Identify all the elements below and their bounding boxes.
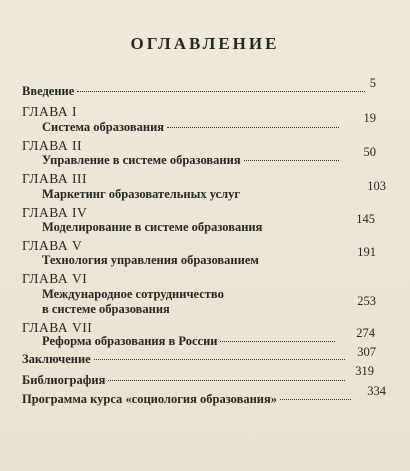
toc-entry-label: в системе образования <box>42 302 170 316</box>
toc-page-number: 191 <box>357 245 376 259</box>
toc-entry-label: Технология управления образованием <box>42 253 259 267</box>
dot-leader <box>280 398 351 400</box>
toc-page-number: 103 <box>367 179 386 193</box>
toc-page-number: 19 <box>363 111 376 125</box>
toc-chapter-heading: ГЛАВА VI <box>22 271 88 286</box>
dot-leader <box>108 379 345 381</box>
toc-entry-label: Программа курса «социология образования» <box>22 392 277 406</box>
toc-entry-bibliography[interactable] <box>22 373 348 388</box>
toc-entry-label: Система образования <box>42 120 165 134</box>
toc-page-number: 145 <box>356 212 375 226</box>
toc-entry-chapter-7[interactable] <box>42 334 338 349</box>
toc-entry-chapter-4[interactable] <box>42 220 342 235</box>
toc-entry-chapter-1[interactable] <box>42 120 342 135</box>
dot-leader <box>167 126 339 128</box>
toc-page-number: 253 <box>357 294 376 308</box>
toc-page-number: 5 <box>369 76 376 90</box>
toc-chapter-heading: ГЛАВА I <box>22 104 77 119</box>
toc-entry-label: Введение <box>22 84 75 98</box>
toc-chapter-heading: ГЛАВА IV <box>22 205 88 220</box>
toc-page-number: 307 <box>357 345 376 359</box>
toc-entry-label: Управление в системе образования <box>42 153 241 167</box>
dot-leader <box>77 90 365 92</box>
toc-entry-chapter-6[interactable] <box>42 302 342 317</box>
toc-entry-chapter-6-line-1[interactable]: Международное сотрудничество <box>42 287 224 301</box>
toc-entry-chapter-3[interactable] <box>42 187 342 202</box>
toc-page-number: 50 <box>363 145 376 159</box>
page-title: ОГЛАВЛЕНИЕ <box>130 34 280 53</box>
toc-entry-conclusion[interactable] <box>22 352 348 367</box>
dot-leader <box>220 340 335 342</box>
toc-entry-label: Заключение <box>22 352 91 366</box>
toc-entry-label: Маркетинг образовательных услуг <box>42 187 241 201</box>
toc-page-number: 319 <box>355 364 374 378</box>
toc-chapter-heading: ГЛАВА II <box>22 138 82 153</box>
toc-page-number: 334 <box>367 384 386 398</box>
dot-leader <box>244 159 339 161</box>
toc-entry-course-program[interactable] <box>22 392 354 407</box>
toc-entry-chapter-2[interactable] <box>42 153 342 168</box>
toc-chapter-heading: ГЛАВА V <box>22 238 83 253</box>
toc-entry-chapter-5[interactable] <box>42 253 342 268</box>
toc-chapter-heading: ГЛАВА III <box>22 171 87 186</box>
toc-entry-label: Моделирование в системе образования <box>42 220 263 234</box>
toc-entry-label: Реформа образования в России <box>42 334 218 348</box>
toc-page-number: 274 <box>356 326 375 340</box>
dot-leader <box>94 358 345 360</box>
toc-entry-label: Библиография <box>22 373 106 387</box>
toc-entry-introduction[interactable] <box>22 84 368 99</box>
toc-chapter-heading: ГЛАВА VII <box>22 320 93 335</box>
